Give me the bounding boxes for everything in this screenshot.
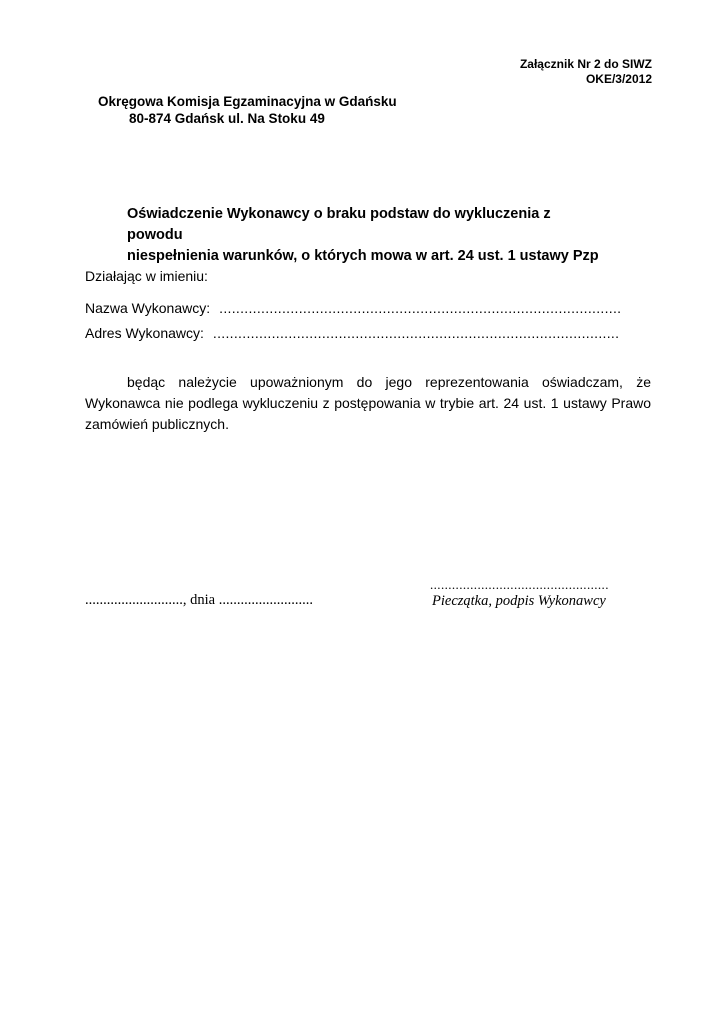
field-contractor-name (85, 300, 621, 316)
contractor-address-fill-line: ................................................................................................. (212, 325, 620, 341)
contractor-address-label: Adres Wykonawcy: (85, 325, 204, 341)
attachment-note-line1: Załącznik Nr 2 do SIWZ (519, 57, 652, 71)
field-contractor-address (85, 325, 619, 341)
contractor-name-label: Nazwa Wykonawcy: (85, 300, 211, 316)
place-and-date-fill-line: ..........................., dnia .......................... (85, 592, 313, 608)
intro-line: Działając w imieniu: (85, 268, 208, 284)
document-title (127, 204, 607, 267)
document-title-line2: niespełnienia warunków, o których mowa w art. 24 ust. 1 ustawy Pzp (127, 248, 599, 264)
declaration-paragraph: będąc należycie upoważnionym do jego reprezentowania oświadczam, że Wykonawca nie podlega wykluczeniu z postępowania w trybie art. 24 ust. 1 ustawy Prawo zamówień publicznych. (85, 374, 651, 432)
document-title-line1: Oświadczenie Wykonawcy o braku podstaw do wykluczenia z powodu (127, 206, 551, 243)
attachment-note (520, 57, 652, 87)
stamp-signature-caption: Pieczątka, podpis Wykonawcy (432, 593, 606, 609)
contractor-name-fill-line: ................................................................................................ (219, 300, 622, 316)
issuer-block (98, 93, 397, 127)
stamp-signature-fill-line: ................................................. (430, 577, 609, 592)
attachment-note-line2: OKE/3/2012 (585, 72, 652, 86)
issuer-address: 80-874 Gdańsk ul. Na Stoku 49 (129, 111, 325, 126)
issuer-name: Okręgowa Komisja Egzaminacyjna w Gdańsku (98, 94, 397, 109)
